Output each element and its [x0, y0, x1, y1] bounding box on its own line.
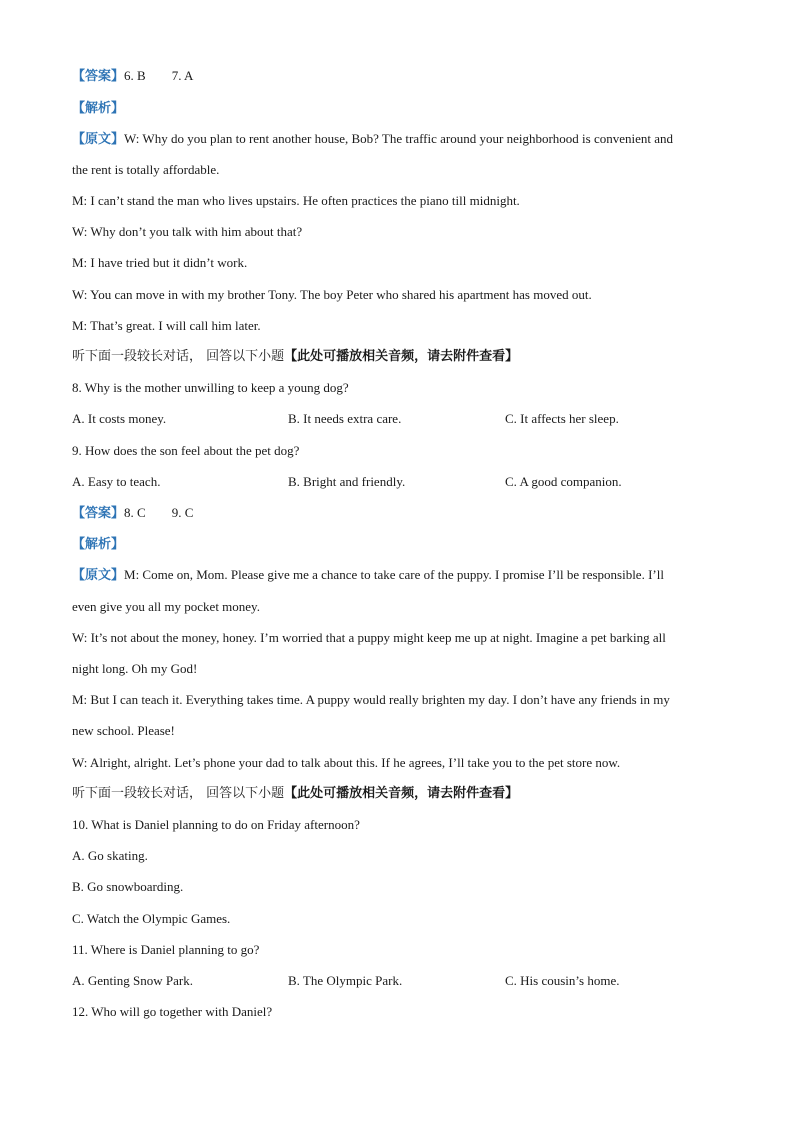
transcript-line: M: But I can teach it. Everything takes time. A puppy would really brighten my day. I don’t have any friends in my	[72, 692, 670, 707]
option-c: C. His cousin’s home.	[505, 973, 620, 988]
question-11: 11. Where is Daniel planning to go?	[72, 942, 260, 957]
option-a: A. Go skating.	[72, 848, 148, 863]
option-c: C. Watch the Olympic Games.	[72, 911, 231, 926]
option-b: B. Bright and friendly.	[288, 474, 406, 489]
answer-line-2	[72, 504, 732, 522]
transcript-line: M: I can’t stand the man who lives upstairs. He often practices the piano till midnight.	[72, 193, 520, 208]
answer-text: 6. B	[124, 68, 146, 83]
transcript-line: W: It’s not about the money, honey. I’m worried that a puppy might keep me up at night. Imagine a pet barking all	[72, 630, 666, 645]
transcript-line: the rent is totally affordable.	[72, 162, 220, 177]
transcript-line: new school. Please!	[72, 723, 175, 738]
transcript-line: M: I have tried but it didn’t work.	[72, 255, 248, 270]
question-10: 10. What is Daniel planning to do on Friday afternoon?	[72, 817, 360, 832]
answer-line-1	[72, 67, 732, 85]
answer-text-2: 7. A	[171, 68, 194, 83]
transcript-line: night long. Oh my God!	[72, 661, 198, 676]
transcript-line: 【原文】M: Come on, Mom. Please give me a chance to take care of the puppy. I promise I’ll be responsible. I’ll	[72, 567, 664, 582]
audio-note: 【此处可播放相关音频，请去附件查看】	[284, 786, 519, 801]
transcript-line: M: That’s great. I will call him later.	[72, 318, 261, 333]
question-12: 12. Who will go together with Daniel?	[72, 1004, 273, 1019]
section-header: 听下面一段较长对话， 回答以下小题【此处可播放相关音频，请去附件查看】	[72, 786, 519, 801]
answer-tag: 【答案】	[72, 68, 125, 83]
answer-text: 8. C	[124, 505, 146, 520]
option-c: C. A good companion.	[505, 474, 622, 489]
option-a: A. Genting Snow Park.	[72, 973, 193, 988]
option-a: A. It costs money.	[72, 411, 167, 426]
option-b: B. Go snowboarding.	[72, 879, 184, 894]
section-header: 听下面一段较长对话， 回答以下小题【此处可播放相关音频，请去附件查看】	[72, 349, 519, 364]
option-b: B. The Olympic Park.	[288, 973, 403, 988]
audio-note: 【此处可播放相关音频，请去附件查看】	[284, 349, 519, 364]
transcript-line: W: Alright, alright. Let’s phone your dad to talk about this. If he agrees, I’ll take you to the pet store now.	[72, 755, 621, 770]
answer-text-2: 9. C	[171, 505, 194, 520]
transcript-line: W: You can move in with my brother Tony. The boy Peter who shared his apartment has moved out.	[72, 287, 592, 302]
transcript-line: even give you all my pocket money.	[72, 599, 260, 614]
answer-tag: 【答案】	[72, 505, 125, 520]
option-c: C. It affects her sleep.	[505, 411, 619, 426]
option-a: A. Easy to teach.	[72, 474, 161, 489]
analysis-tag: 【解析】	[72, 100, 125, 115]
option-b: B. It needs extra care.	[288, 411, 402, 426]
analysis-line-2	[72, 535, 732, 553]
transcript-line: 【原文】W: Why do you plan to rent another house, Bob? The traffic around your neighborhood is convenient and	[72, 131, 674, 146]
question-8: 8. Why is the mother unwilling to keep a young dog?	[72, 380, 349, 395]
analysis-tag: 【解析】	[72, 536, 125, 551]
transcript-line: W: Why don’t you talk with him about that?	[72, 224, 303, 239]
original-tag: 【原文】	[72, 567, 125, 582]
analysis-line-1	[72, 99, 732, 117]
question-9: 9. How does the son feel about the pet dog?	[72, 443, 300, 458]
original-tag: 【原文】	[72, 131, 125, 146]
